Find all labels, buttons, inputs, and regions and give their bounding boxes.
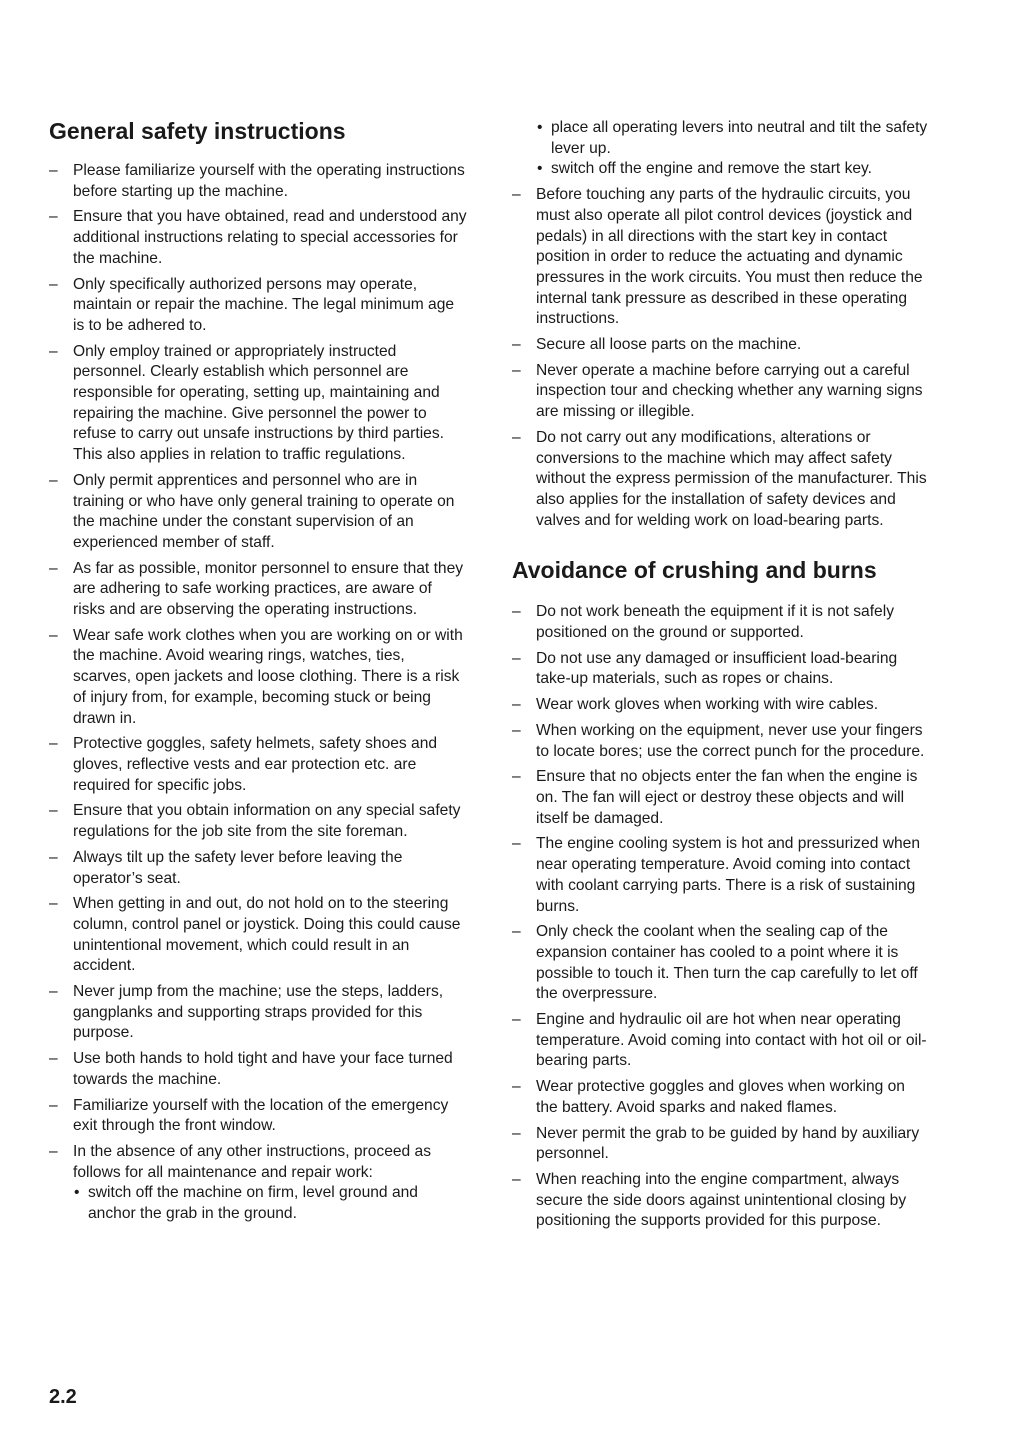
dash-marker: – (512, 768, 521, 786)
list-item (512, 922, 930, 1005)
list-item-text: When working on the equipment, never use your fingers to locate bores; use the correct punch for the procedure. (536, 721, 925, 760)
list-item (512, 335, 930, 356)
list-item-text: Secure all loose parts on the machine. (536, 336, 802, 354)
list-item (49, 1142, 467, 1225)
list-item-text: As far as possible, monitor personnel to ensure that they are adhering to safe working practices, are aware of risks and are observing the operating instructions. (73, 559, 464, 619)
list-item-text: Never operate a machine before carrying out a careful inspection tour and checking whether any warning signs are missing or illegible. (536, 361, 923, 421)
dash-marker: – (512, 649, 521, 667)
list-item-text: When getting in and out, do not hold on to the steering column, control panel or joystick. Doing this could cause unintentional movement, which could result in an accident. (73, 895, 461, 975)
dash-marker: – (512, 1170, 521, 1188)
list-item (49, 848, 467, 889)
list-item (512, 1077, 930, 1118)
list-item-text: Ensure that you have obtained, read and understood any additional instructions relating to special accessories for the machine. (73, 208, 467, 267)
list-item-text: Wear safe work clothes when you are working on or with the machine. Avoid wearing rings, watches, ties, scarves, open jackets and loose clothing. There is a risk of injury from, for example, becoming stuck or being drawn in. (73, 626, 463, 727)
dash-marker: – (49, 162, 58, 179)
dash-marker: – (512, 361, 521, 379)
dash-marker: – (512, 696, 521, 714)
list-item-text: Only specifically authorized persons may operate, maintain or repair the machine. The legal minimum age is to be adhered to. (73, 275, 455, 334)
list-item-text: When reaching into the engine compartment, always secure the side doors against unintentional closing by positioning the supports provided for this purpose. (536, 1170, 907, 1230)
list-item (49, 894, 467, 977)
dash-marker: – (49, 1050, 58, 1068)
sublist-item-text: switch off the engine and remove the start key. (551, 160, 873, 178)
dash-marker: – (49, 1096, 58, 1114)
list-item (49, 275, 467, 337)
general-safety-list-continued (512, 185, 930, 531)
dash-marker: – (49, 275, 58, 293)
list-item-text: Before touching any parts of the hydraulic circuits, you must also operate all pilot control devices (joystick and pedals) in all directions with the start key in contact position in order to reduce the actuating and dynamic pressures in the work circuits. You must then reduce the internal tank pressure as described in these operating instructions. (536, 186, 923, 328)
list-item-text: Protective goggles, safety helmets, safety shoes and gloves, reflective vests and ear protection etc. are required for specific jobs. (73, 735, 438, 794)
bullet-marker: • (537, 119, 543, 136)
dash-marker: – (49, 848, 58, 866)
list-item-text: Do not use any damaged or insufficient load-bearing take-up materials, such as ropes or chains. (536, 649, 898, 688)
list-item (512, 1124, 930, 1165)
dash-marker: – (49, 626, 58, 644)
list-item-text: Do not carry out any modifications, alterations or conversions to the machine which may affect safety without the express permission of the manufacturer. This also applies for the installation of safety devices and valves and for welding work on load-bearing parts. (536, 428, 927, 529)
page-number: 2.2 (49, 1386, 77, 1408)
dash-marker: – (49, 208, 58, 226)
maintenance-sublist-continued (536, 118, 930, 180)
bullet-marker: • (537, 160, 543, 178)
list-item-text: In the absence of any other instructions, proceed as follows for all maintenance and repair work: (73, 1142, 432, 1181)
dash-marker: – (512, 1124, 521, 1142)
dash-marker: – (49, 983, 58, 1001)
list-item (49, 626, 467, 730)
section-title-crushing: Avoidance of crushing and burns (512, 557, 877, 584)
list-item (512, 602, 930, 643)
dash-marker: – (512, 835, 521, 853)
list-item-text: Never jump from the machine; use the steps, ladders, gangplanks and supporting straps provided for this purpose. (73, 983, 444, 1042)
list-item-text: Never permit the grab to be guided by hand by auxiliary personnel. (536, 1124, 920, 1163)
list-item (512, 185, 930, 330)
list-item (512, 834, 930, 917)
list-item-text: Only employ trained or appropriately instructed personnel. Clearly establish which personnel are responsible for operating, setting up, maintaining and repairing the machine. Give personnel the power to refuse to carry out unsafe instructions by third parties. This also applies in relation to traffic regulations. (73, 342, 444, 464)
dash-marker: – (49, 895, 58, 913)
dash-marker: – (49, 1142, 58, 1160)
sublist-item (536, 118, 930, 159)
list-item (512, 721, 930, 762)
dash-marker: – (49, 735, 58, 753)
dash-marker: – (512, 721, 521, 739)
list-item (512, 695, 930, 716)
sublist-item-text: place all operating levers into neutral and tilt the safety lever up. (551, 119, 928, 157)
sublist-item (73, 1183, 467, 1224)
dash-marker: – (49, 802, 58, 820)
dash-marker: – (512, 1011, 521, 1029)
list-item (512, 428, 930, 532)
list-item (512, 767, 930, 829)
list-item-text: Only check the coolant when the sealing cap of the expansion container has cooled to a point where it is possible to touch it. Then turn the cap carefully to let off the overpressure. (536, 923, 918, 1003)
dash-marker: – (512, 186, 521, 204)
list-item (49, 801, 467, 842)
dash-marker: – (512, 428, 521, 446)
maintenance-sublist (73, 1183, 467, 1224)
list-item-text: Wear work gloves when working with wire cables. (536, 696, 879, 714)
list-item (49, 982, 467, 1044)
right-column (512, 0, 930, 1237)
dash-marker: – (49, 471, 58, 489)
sublist-item (536, 159, 930, 180)
list-item (49, 207, 467, 269)
list-item-text: Use both hands to hold tight and have your face turned towards the machine. (73, 1050, 453, 1088)
list-item-text: Wear protective goggles and gloves when working on the battery. Avoid sparks and naked flames. (536, 1078, 905, 1116)
crushing-burns-list (512, 602, 930, 1232)
dash-marker: – (512, 603, 521, 621)
list-item-text: Ensure that you obtain information on any special safety regulations for the job site from the site foreman. (73, 802, 461, 841)
list-item-text: Only permit apprentices and personnel who are in training or who have only general training to operate on the machine under the constant supervision of an experienced member of staff. (73, 471, 455, 551)
list-item (49, 559, 467, 621)
list-item (512, 1170, 930, 1232)
dash-marker: – (512, 923, 521, 941)
list-item-text: Always tilt up the safety lever before leaving the operator’s seat. (73, 848, 403, 887)
bullet-marker: • (74, 1184, 80, 1202)
list-item-text: Please familiarize yourself with the operating instructions before starting up the machine. (73, 162, 465, 200)
section-title-general: General safety instructions (49, 118, 346, 144)
list-item (49, 342, 467, 466)
list-item-text: Do not work beneath the equipment if it is not safely positioned on the ground or supported. (536, 603, 894, 642)
list-item (49, 1096, 467, 1137)
list-item (49, 734, 467, 796)
left-column (49, 0, 467, 1230)
list-item-text: Ensure that no objects enter the fan when the engine is on. The fan will eject or destroy these objects and will itself be damaged. (536, 768, 918, 827)
list-item (512, 361, 930, 423)
list-item (49, 1049, 467, 1090)
general-safety-list (49, 161, 467, 1225)
list-item (512, 1010, 930, 1072)
dash-marker: – (512, 1078, 521, 1096)
dash-marker: – (512, 336, 521, 354)
sublist-item-text: switch off the machine on firm, level ground and anchor the grab in the ground. (88, 1184, 418, 1223)
list-item-text: Familiarize yourself with the location of the emergency exit through the front window. (73, 1096, 449, 1135)
list-item-text: Engine and hydraulic oil are hot when near operating temperature. Avoid coming into contact with hot oil or oil-bearing parts. (536, 1011, 927, 1070)
list-item (512, 649, 930, 690)
list-item (49, 471, 467, 554)
dash-marker: – (49, 559, 58, 577)
list-item (49, 161, 467, 202)
dash-marker: – (49, 342, 58, 360)
list-item-text: The engine cooling system is hot and pressurized when near operating temperature. Avoid coming into contact with coolant carrying parts. There is a risk of sustaining burns. (536, 835, 920, 915)
